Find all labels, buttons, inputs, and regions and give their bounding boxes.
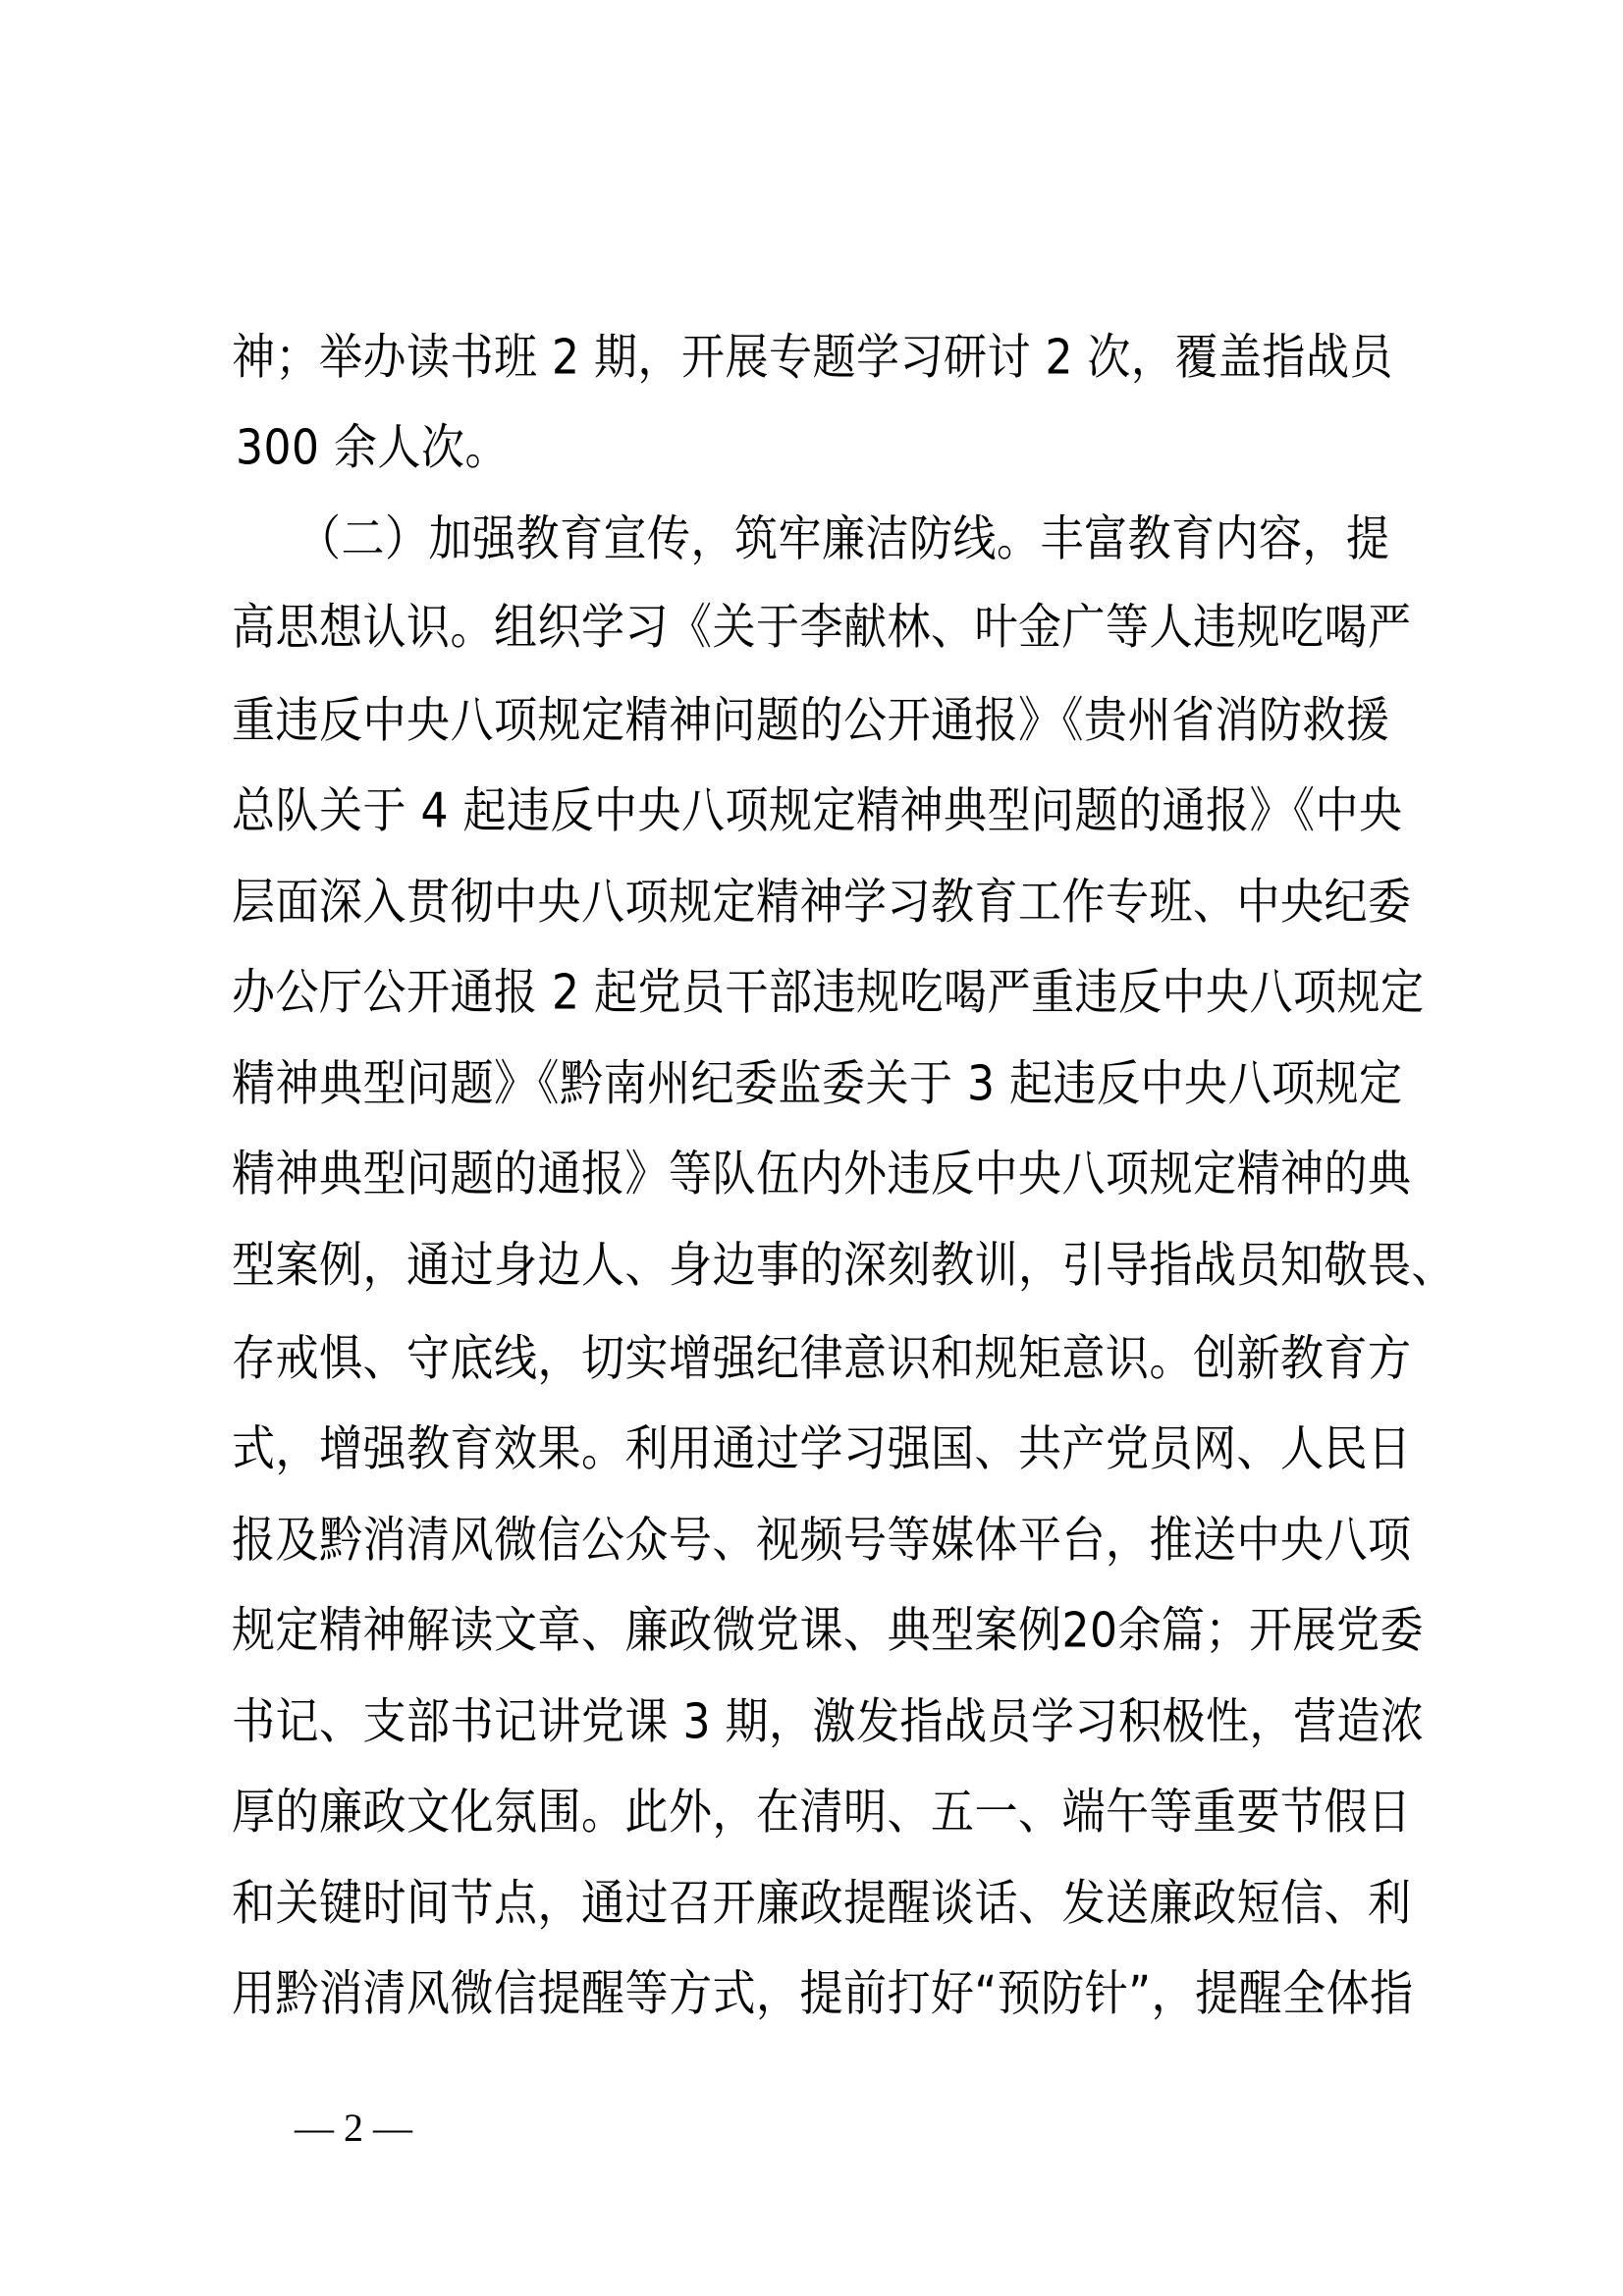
paragraph-line: 用黔消清风微信提醒等方式，提前打好“预防针”，提醒全体指 [232, 1965, 1414, 2022]
paragraph-line: 书记、支部书记讲党课 3 期，激发指战员学习积极性，营造浓 [232, 1693, 1425, 1750]
paragraph-line: 高思想认识。组织学习《关于李献林、叶金广等人违规吃喝严 [232, 599, 1412, 656]
paragraph-line: 精神典型问题》《黔南州纪委监委关于 3 起违反中央八项规定 [232, 1055, 1403, 1112]
paragraph-line: 型案例，通过身边人、身边事的深刻教训，引导指战员知敬畏、 [232, 1237, 1455, 1294]
paragraph-line: 总队关于 4 起违反中央八项规定精神典型问题的通报》《中央 [232, 782, 1403, 839]
paragraph-line: 式，增强教育效果。利用通过学习强国、共产党员网、人民日 [232, 1420, 1412, 1477]
section-heading-line: （二）加强教育宣传，筑牢廉洁防线。丰富教育内容，提 [232, 510, 1390, 567]
page-number: — 2 — [295, 2106, 412, 2150]
paragraph-line: 神；举办读书班 2 期，开展专题学习研讨 2 次，覆盖指战员 [232, 329, 1393, 386]
paragraph-line: 规定精神解读文章、廉政微党课、典型案例20余篇；开展党委 [232, 1602, 1424, 1659]
paragraph-line: 办公厅公开通报 2 起党员干部违规吃喝严重违反中央八项规定 [232, 964, 1425, 1021]
paragraph-line: 层面深入贯彻中央八项规定精神学习教育工作专班、中央纪委 [232, 874, 1412, 931]
paragraph-line: 300 余人次。 [236, 419, 509, 476]
paragraph-line: 精神典型问题的通报》等队伍内外违反中央八项规定精神的典 [232, 1146, 1412, 1202]
paragraph-line: 报及黔消清风微信公众号、视频号等媒体平台，推送中央八项 [232, 1512, 1412, 1569]
paragraph-line: 和关键时间节点，通过召开廉政提醒谈话、发送廉政短信、利 [232, 1875, 1412, 1932]
paragraph-line: 厚的廉政文化氛围。此外，在清明、五一、端午等重要节假日 [232, 1784, 1412, 1841]
paragraph-line: 存戒惧、守底线，切实增强纪律意识和规矩意识。创新教育方 [232, 1330, 1412, 1387]
paragraph-line: 重违反中央八项规定精神问题的公开通报》《贵州省消防救援 [232, 692, 1390, 749]
